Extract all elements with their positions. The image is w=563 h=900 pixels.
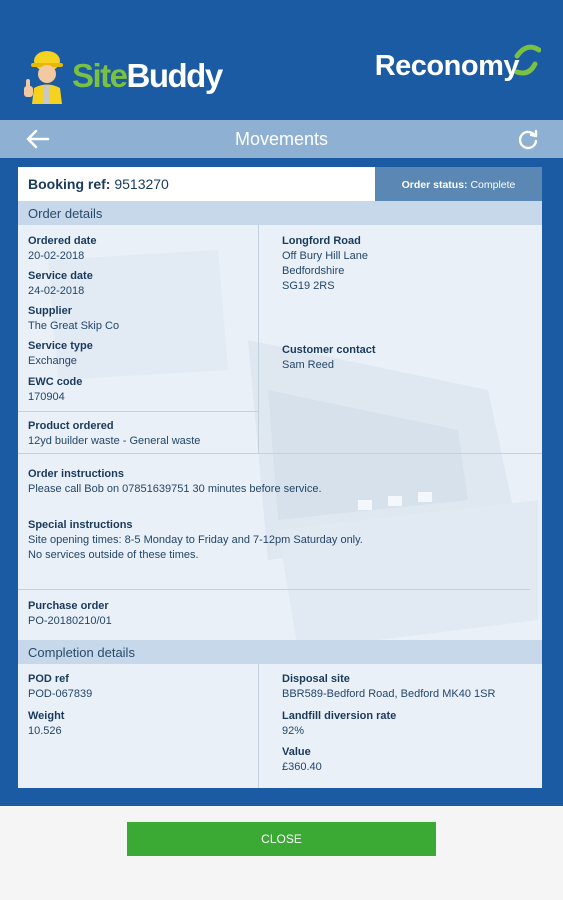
column-divider (258, 664, 259, 788)
supplier-field: Supplier The Great Skip Co (28, 305, 120, 332)
app-header (0, 0, 563, 120)
product-ordered-field: Product ordered 12yd builder waste - General waste (28, 420, 201, 447)
value-field: Value £360.40 (282, 746, 322, 773)
footer-bar (0, 806, 563, 900)
site-address-field: Longford Road Off Bury Hill Lane Bedfordshire SG19 2RS (282, 235, 369, 292)
purchase-order-field: Purchase order PO-20180210/01 (28, 600, 112, 627)
ordered-date-field: Ordered date 20-02-2018 (28, 235, 97, 262)
pod-ref-field: POD ref POD-067839 (28, 673, 93, 700)
customer-contact-field: Customer contact Sam Reed (282, 344, 376, 371)
refresh-icon[interactable] (517, 128, 539, 150)
completion-details-heading: Completion details (18, 640, 542, 664)
page-title: Movements (234, 129, 329, 149)
reconomy-logo (375, 50, 541, 83)
row-divider (18, 589, 530, 590)
sitebuddy-logo (24, 48, 222, 104)
order-details-heading: Order details (18, 201, 542, 225)
close-button[interactable]: CLOSE (127, 822, 436, 856)
weight-field: Weight 10.526 (28, 710, 65, 737)
sitebuddy-wordmark: SiteBuddy (72, 57, 222, 94)
service-date-field: Service date 24-02-2018 (28, 270, 93, 297)
order-status-badge: Order status: Complete (375, 167, 542, 201)
service-type-field: Service type Exchange (28, 340, 93, 367)
disposal-site-field: Disposal site BBR589-Bedford Road, Bedford MK40 1SR (282, 673, 496, 700)
special-instructions-field: Special instructions Site opening times: 8-5 Monday to Friday and 7-12pm Saturday only. No services outside of these times. (28, 519, 363, 561)
booking-bar (18, 167, 542, 201)
worker-mascot-icon (24, 48, 70, 104)
order-instructions-field: Order instructions Please call Bob on 07851639751 30 minutes before service. (28, 468, 322, 495)
ewc-code-field: EWC code 170904 (28, 376, 83, 403)
row-divider (18, 411, 258, 412)
column-divider (258, 225, 259, 453)
landfill-diversion-field: Landfill diversion rate 92% (282, 710, 397, 737)
nav-bar (0, 120, 563, 158)
booking-ref-value: 9513270 (114, 176, 169, 192)
recycle-swoosh-icon (513, 40, 541, 80)
row-divider (18, 453, 542, 454)
booking-ref: Booking ref: 9513270 (18, 167, 375, 201)
movement-detail-card (18, 167, 542, 788)
reconomy-wordmark: Reconomy (374, 50, 519, 82)
